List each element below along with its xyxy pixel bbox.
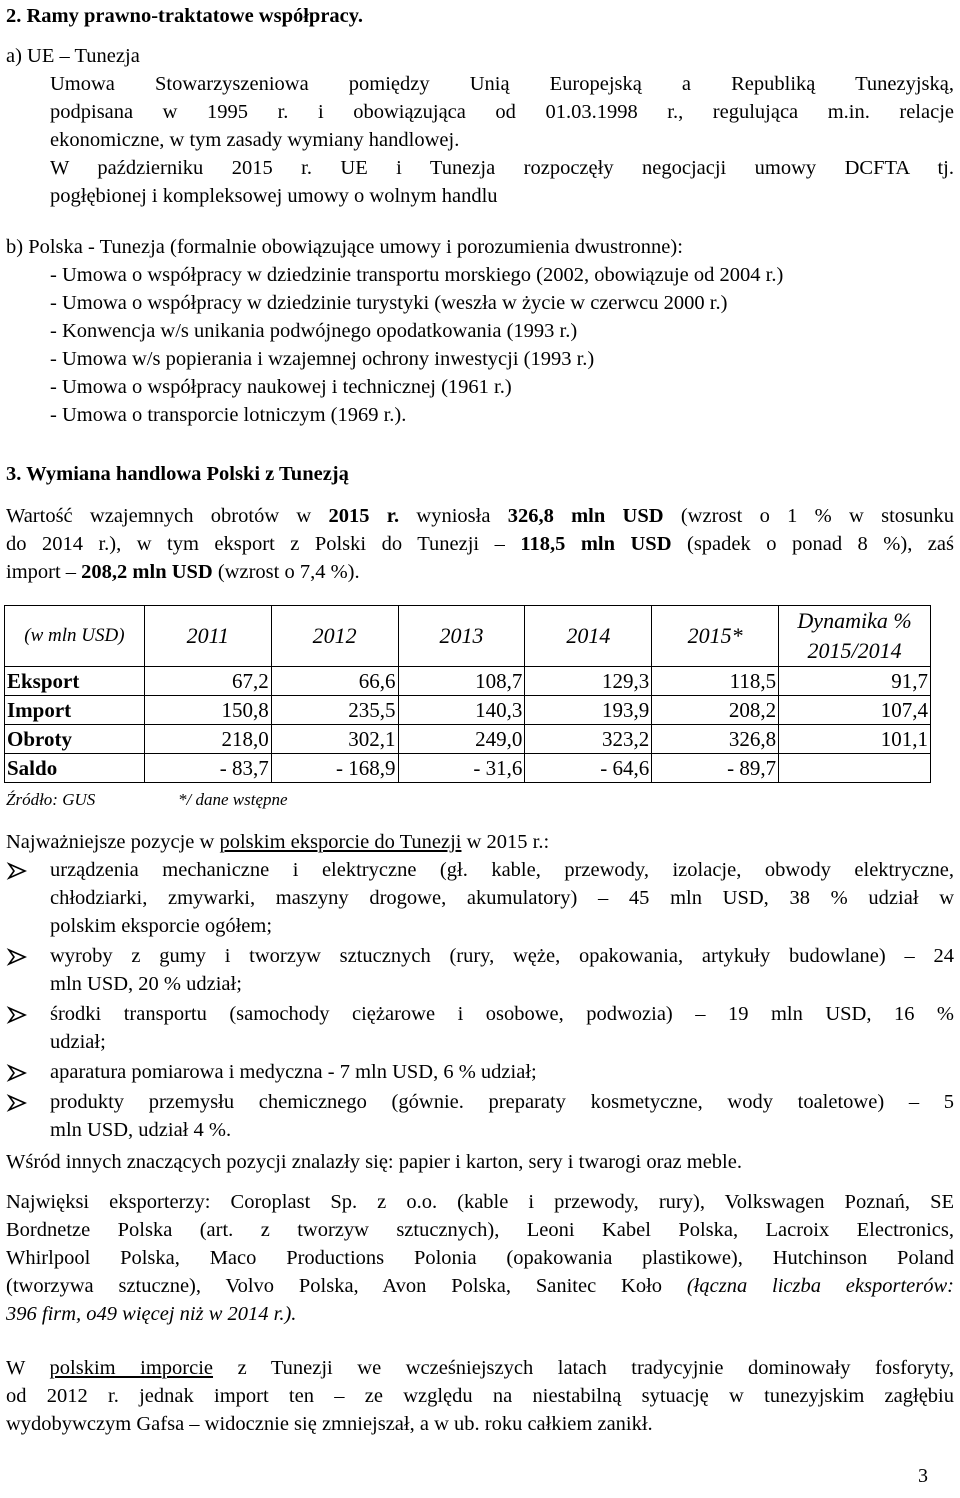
table-cell: 140,3 <box>398 696 525 725</box>
text-line: od 2012 r. jednak import ten – ze względu na niestabilną sytuację w tunezyjskim zagłębiu <box>6 1385 954 1407</box>
text-line: Wartość wzajemnych obrotów w 2015 r. wyniosła 326,8 mln USD (wzrost o 1 % w stosunku <box>6 505 955 527</box>
table-source: Źródło: GUS <box>6 790 96 809</box>
text-line: polskim eksporcie ogółem; <box>50 915 273 937</box>
exporters-paragraph <box>6 1188 954 1328</box>
section-3-heading: 3. Wymiana handlowa Polski z Tunezją <box>6 463 349 485</box>
table-cell: 326,8 <box>652 725 779 754</box>
text-line: Whirlpool Polska, Maco Productions Polonia (opakowania plastikowe), Hutchinson Poland <box>6 1247 954 1269</box>
dynamics-header: Dynamika % 2015/2014 <box>779 606 931 667</box>
table-cell: 118,5 <box>652 667 779 696</box>
year-header: 2011 <box>144 606 271 667</box>
text-line: wyroby z gumy i tworzyw sztucznych (rury, węże, opakowania, artykuły budowlane) – 24 <box>50 945 954 967</box>
table-cell: 91,7 <box>779 667 931 696</box>
export-item <box>6 942 954 998</box>
table-cell: 150,8 <box>144 696 271 725</box>
text-line: chłodziarki, zmywarki, maszyny drogowe, akumulatory) – 45 mln USD, 38 % udział w <box>50 887 954 909</box>
export-item <box>6 856 954 940</box>
table-cell: 66,6 <box>271 667 398 696</box>
list-item: - Umowa o współpracy w dziedzinie transportu morskiego (2002, obowiązuje od 2004 r.) <box>50 264 784 286</box>
table-header-row <box>5 606 931 667</box>
text-line: mln USD, 20 % udział; <box>50 973 242 995</box>
table-cell: 323,2 <box>525 725 652 754</box>
text-line: (tworzywa sztuczne), Volvo Polska, Avon Polska, Sanitec Koło (łączna liczba eksporterów: <box>6 1275 954 1297</box>
text-line: ekonomiczne, w tym zasady wymiany handlowej. <box>50 129 460 151</box>
section-2a-label: a) UE – Tunezja <box>6 45 140 67</box>
table-cell: 129,3 <box>525 667 652 696</box>
year-header: 2014 <box>525 606 652 667</box>
table-cell: 67,2 <box>144 667 271 696</box>
table-cell: 218,0 <box>144 725 271 754</box>
table-cell: - 31,6 <box>398 754 525 783</box>
row-label: Obroty <box>5 725 145 754</box>
other-exports: Wśród innych znaczących pozycji znalazły się: papier i karton, sery i twarogi oraz meble. <box>6 1151 742 1173</box>
table-row <box>5 754 931 783</box>
page-number: 3 <box>918 1465 928 1487</box>
list-item: - Umowa o współpracy w dziedzinie turystyki (weszła w życie w czerwcu 2000 r.) <box>50 292 728 314</box>
year-header: 2015* <box>652 606 779 667</box>
list-item: - Umowa o transporcie lotniczym (1969 r.). <box>50 404 407 426</box>
text-line: produkty przemysłu chemicznego (gównie. preparaty kosmetyczne, wody toaletowe) – 5 <box>50 1091 954 1113</box>
section-2b-label: b) Polska - Tunezja (formalnie obowiązujące umowy i porozumienia dwustronne): <box>6 236 683 258</box>
text-line: podpisana w 1995 r. i obowiązująca od 01.03.1998 r., regulująca m.in. relacje <box>50 101 954 123</box>
export-item <box>6 1088 954 1144</box>
trade-summary-paragraph <box>6 502 954 586</box>
trade-table <box>4 605 931 783</box>
text-line: mln USD, udział 4 %. <box>50 1119 232 1141</box>
row-label: Import <box>5 696 145 725</box>
text-line: aparatura pomiarowa i medyczna - 7 mln USD, 6 % udział; <box>50 1061 537 1083</box>
list-item: - Umowa w/s popierania i wzajemnej ochrony inwestycji (1993 r.) <box>50 348 595 370</box>
text-line: urządzenia mechaniczne i elektryczne (gł. kable, przewody, izolacje, obwody elektryczne, <box>50 859 954 881</box>
section-2-heading: 2. Ramy prawno-traktatowe współpracy. <box>6 5 364 27</box>
text-line: do 2014 r.), w tym eksport z Polski do Tunezji – 118,5 mln USD (spadek o ponad 8 %), zaś <box>6 533 954 555</box>
table-row <box>5 667 931 696</box>
table-cell: 108,7 <box>398 667 525 696</box>
unit-header: (w mln USD) <box>5 606 145 667</box>
row-label: Eksport <box>5 667 145 696</box>
text-line: import – 208,2 mln USD (wzrost o 7,4 %). <box>6 561 360 583</box>
section-2a-body <box>50 70 954 210</box>
text-line: W polskim imporcie z Tunezji we wcześniejszych latach tradycyjnie dominowały fosforyty, <box>6 1357 954 1379</box>
table-row <box>5 725 931 754</box>
text-line: pogłębionej i kompleksowej umowy o wolnym handlu <box>50 185 498 207</box>
export-item <box>6 1058 954 1086</box>
year-header: 2012 <box>271 606 398 667</box>
table-cell: 249,0 <box>398 725 525 754</box>
text-line: Najwięksi eksporterzy: Coroplast Sp. z o.o. (kable i przewody, rury), Volkswagen Poznań, SE <box>6 1191 954 1213</box>
table-cell: 107,4 <box>779 696 931 725</box>
text-line: W październiku 2015 r. UE i Tunezja rozpoczęły negocjacji umowy DCFTA tj. <box>50 157 954 179</box>
table-row <box>5 696 931 725</box>
row-label: Saldo <box>5 754 145 783</box>
table-cell: - 168,9 <box>271 754 398 783</box>
table-cell: 208,2 <box>652 696 779 725</box>
text-line: 396 firm, o49 więcej niż w 2014 r.). <box>6 1303 297 1325</box>
imports-paragraph <box>6 1354 954 1438</box>
table-cell: 193,9 <box>525 696 652 725</box>
year-header: 2013 <box>398 606 525 667</box>
table-note: */ dane wstępne <box>178 790 288 809</box>
section-2b-list <box>50 261 954 429</box>
table-cell: 235,5 <box>271 696 398 725</box>
text-line: wydobywczym Gafsa – widocznie się zmniejszał, a w ub. roku całkiem zanikł. <box>6 1413 653 1435</box>
table-cell: - 89,7 <box>652 754 779 783</box>
text-line: Bordnetze Polska (art. z tworzyw sztucznych), Leoni Kabel Polska, Lacroix Electronics, <box>6 1219 954 1241</box>
table-cell: - 83,7 <box>144 754 271 783</box>
table-cell: 101,1 <box>779 725 931 754</box>
exports-intro: Najważniejsze pozycje w polskim eksporcie do Tunezji w 2015 r.: <box>6 831 550 853</box>
list-item: - Konwencja w/s unikania podwójnego opodatkowania (1993 r.) <box>50 320 578 342</box>
table-cell <box>779 754 931 783</box>
list-item: - Umowa o współpracy naukowej i technicznej (1961 r.) <box>50 376 512 398</box>
table-cell: 302,1 <box>271 725 398 754</box>
export-item <box>6 1000 954 1056</box>
text-line: środki transportu (samochody ciężarowe i osobowe, podwozia) – 19 mln USD, 16 % <box>50 1003 954 1025</box>
text-line: Umowa Stowarzyszeniowa pomiędzy Unią Europejską a Republiką Tunezyjską, <box>50 73 954 95</box>
table-cell: - 64,6 <box>525 754 652 783</box>
text-line: udział; <box>50 1031 106 1053</box>
